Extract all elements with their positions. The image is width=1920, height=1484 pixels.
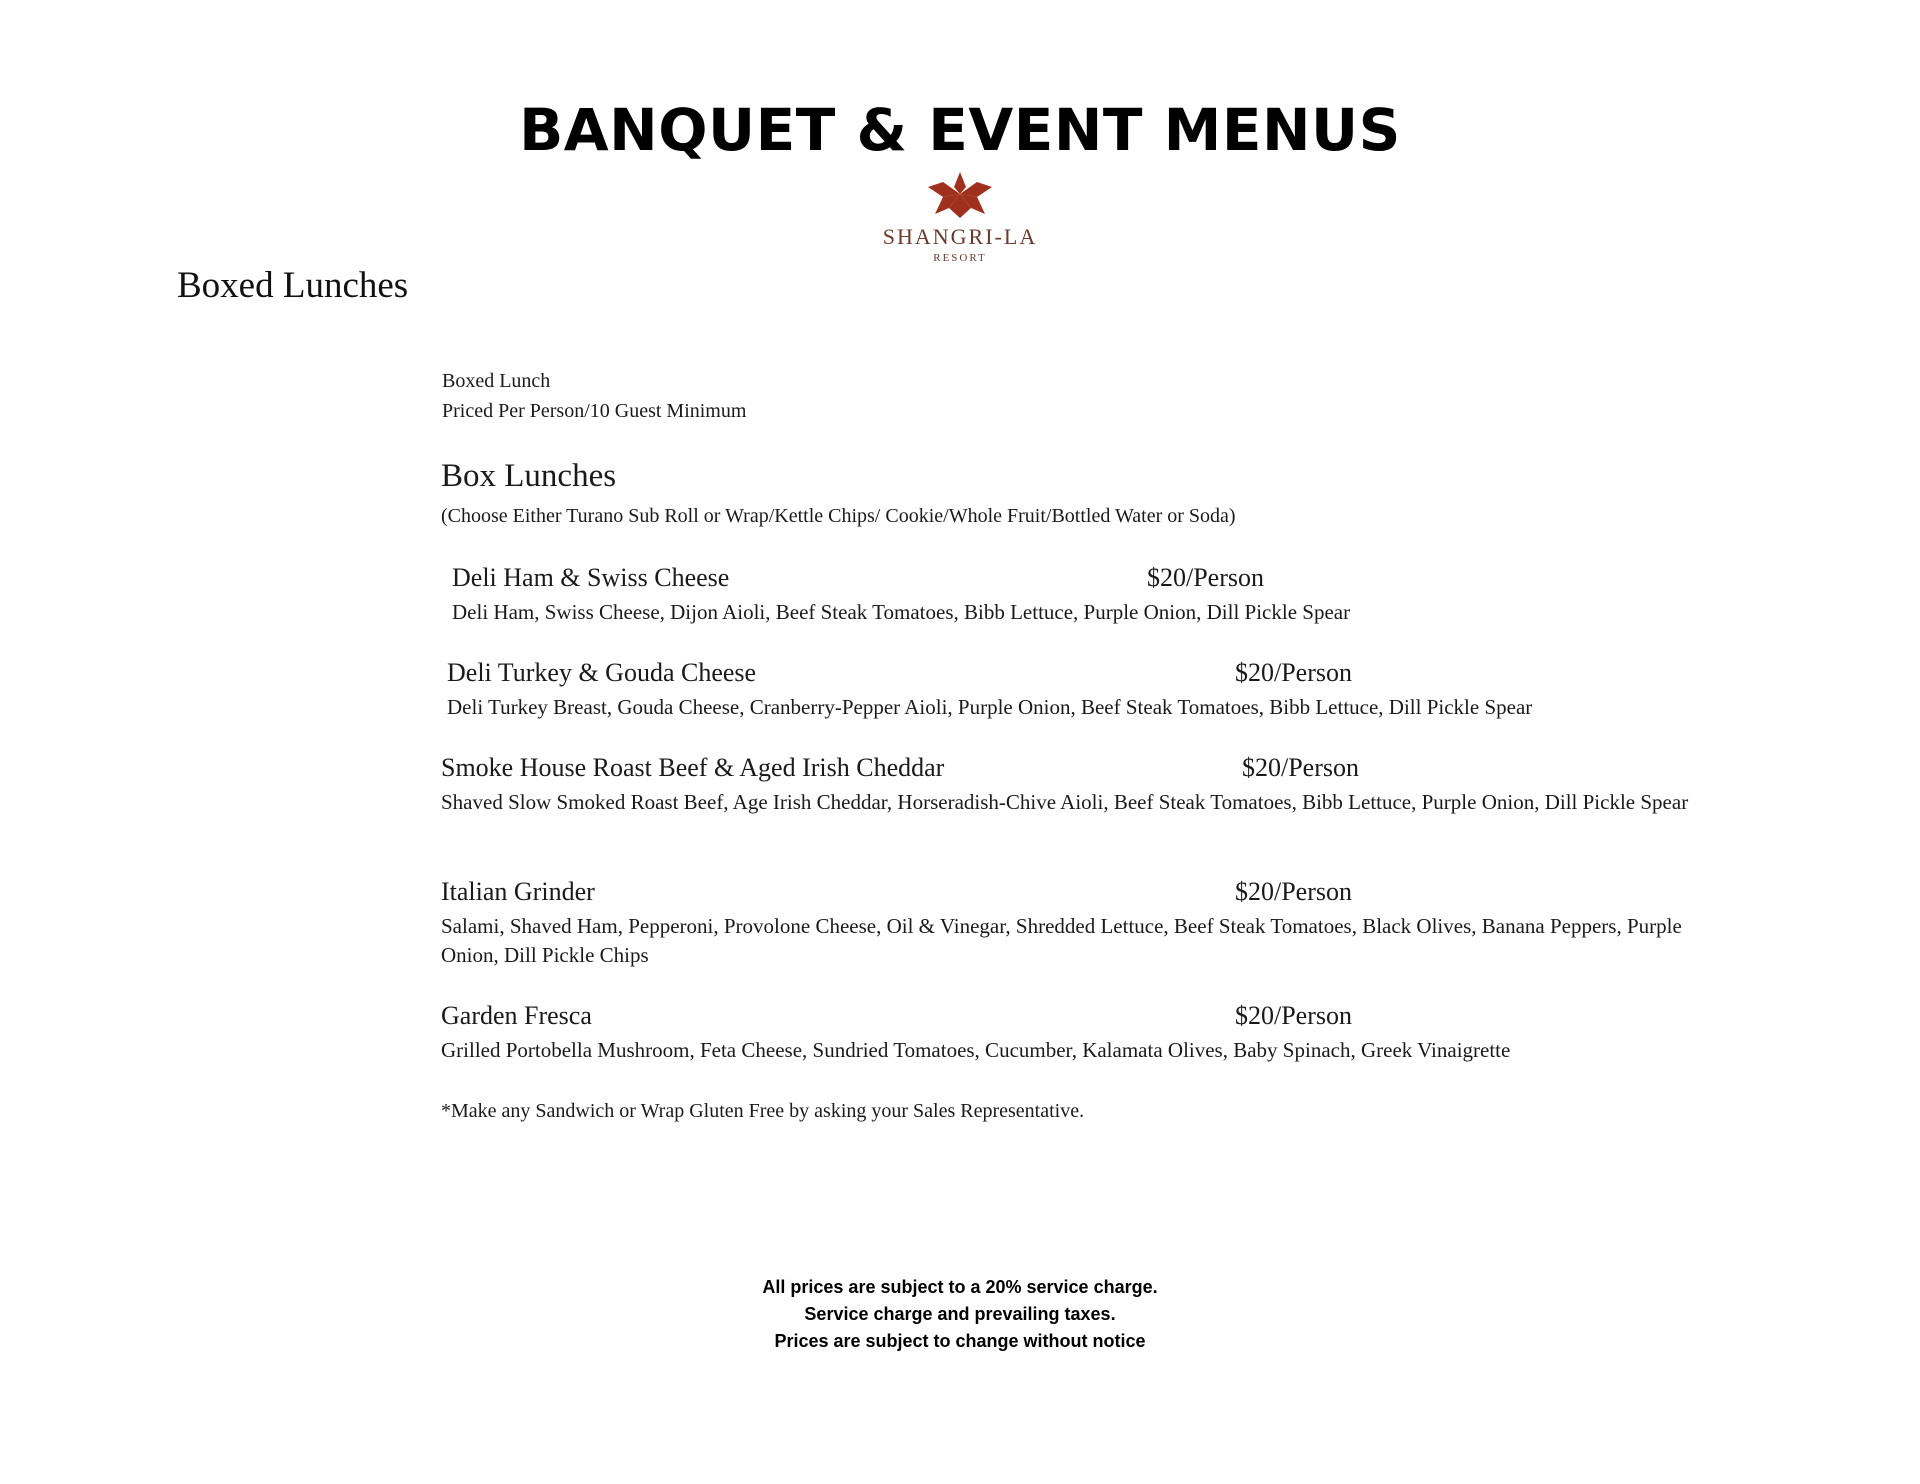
resort-logo [860, 170, 1060, 264]
page-title: BANQUET & EVENT MENUS [519, 96, 1401, 164]
footer-line-3: Prices are subject to change without notice [774, 1331, 1146, 1351]
menu-item-description: Deli Turkey Breast, Gouda Cheese, Cranberry-Pepper Aioli, Purple Onion, Beef Steak Tomatoes, Bibb Lettuce, Dill Pickle Spear [447, 695, 1533, 719]
footer-line-1: All prices are subject to a 20% service charge. [762, 1277, 1158, 1297]
menu-item-name: Deli Turkey & Gouda Cheese [447, 658, 757, 687]
menu-item-name: Smoke House Roast Beef & Aged Irish Cheddar [441, 753, 945, 782]
box-lunches-heading: Box Lunches [441, 458, 617, 494]
menu-item-description: Grilled Portobella Mushroom, Feta Cheese, Sundried Tomatoes, Cucumber, Kalamata Olives, Baby Spinach, Greek Vinaigrette [441, 1038, 1511, 1062]
menu-item-price: $20/Person [1235, 877, 1352, 906]
menu-item-description: Deli Ham, Swiss Cheese, Dijon Aioli, Beef Steak Tomatoes, Bibb Lettuce, Purple Onion, Dill Pickle Spear [452, 600, 1351, 624]
footer-line-2: Service charge and prevailing taxes. [804, 1304, 1116, 1324]
menu-item-price: $20/Person [1235, 658, 1352, 687]
intro-line-2: Priced Per Person/10 Guest Minimum [442, 400, 747, 422]
menu-item-name: Italian Grinder [441, 877, 595, 906]
logo-name: SHANGRI-LA [882, 224, 1038, 249]
menu-item-name: Deli Ham & Swiss Cheese [452, 563, 730, 592]
menu-item-name: Garden Fresca [441, 1001, 592, 1030]
star-flower-logo-icon [925, 170, 995, 220]
section-heading: Boxed Lunches [177, 265, 409, 306]
menu-item-price: $20/Person [1147, 563, 1264, 592]
box-lunches-subtitle: (Choose Either Turano Sub Roll or Wrap/Kettle Chips/ Cookie/Whole Fruit/Bottled Water or Soda) [441, 505, 1236, 527]
menu-item-description: Shaved Slow Smoked Roast Beef, Age Irish Cheddar, Horseradish-Chive Aioli, Beef Steak Tomatoes, Bibb Lettuce, Purple Onion, Dill Pickle Spear [441, 790, 1689, 814]
pricing-footer [0, 1274, 1920, 1355]
gluten-free-note: *Make any Sandwich or Wrap Gluten Free by asking your Sales Representative. [441, 1100, 1085, 1122]
logo-subtitle: RESORT [933, 252, 987, 264]
menu-item-description: Salami, Shaved Ham, Pepperoni, Provolone Cheese, Oil & Vinegar, Shredded Lettuce, Beef Steak Tomatoes, Black Olives, Banana Peppers, Purple Onion, Dill Pickle Chips [441, 914, 1682, 967]
menu-item-price: $20/Person [1242, 753, 1359, 782]
intro-line-1: Boxed Lunch [442, 370, 551, 392]
menu-item-price: $20/Person [1235, 1001, 1352, 1030]
